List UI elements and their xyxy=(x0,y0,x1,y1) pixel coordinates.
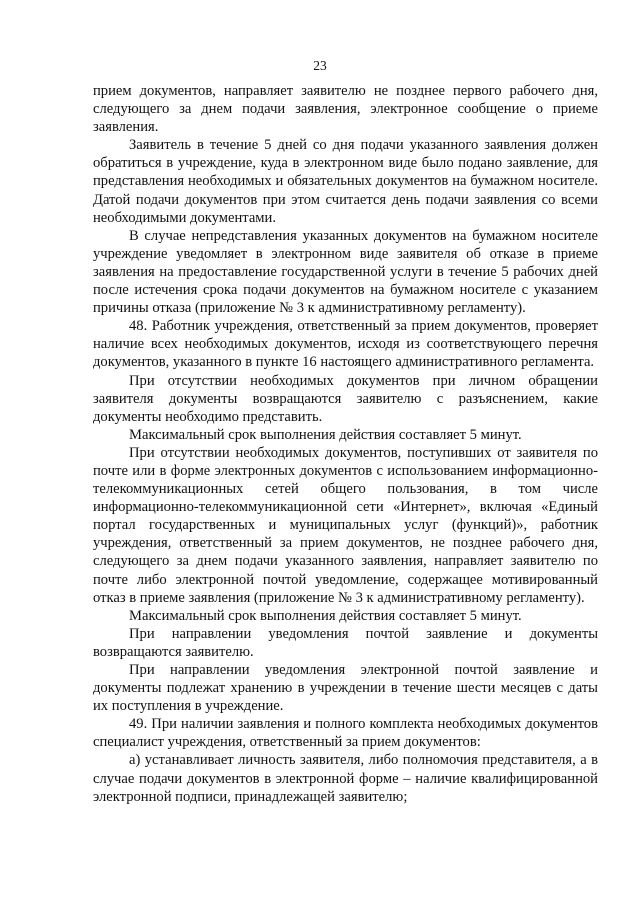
paragraph-missing-docs-mail: При отсутствии необходимых документов, поступивших от заявителя по почте или в форме электронных документов с использованием информационно-телекоммуникационных сетей общего пользования, в том числе информационно-телекоммуникационной сети «Интернет», включая «Единый портал государственных и муниципальных услуг (функций)», работник учреждения, ответственный за прием документов, не позднее рабочего дня, следующего за днем подачи указанного заявления, направляет заявителю по почте либо электронной почтой уведомление, содержащее мотивированный отказ в приеме заявления (приложение № 3 к административному регламенту). xyxy=(93,444,598,606)
paragraph-max-time-2: Максимальный срок выполнения действия составляет 5 минут. xyxy=(129,607,522,624)
document-body xyxy=(93,82,598,806)
paragraph-49: 49. При наличии заявления и полного комплекта необходимых документов специалист учреждения, ответственный за прием документов: xyxy=(93,716,598,751)
paragraph-continuation: прием документов, направляет заявителю не позднее первого рабочего дня, следующего за днем подачи заявления, электронное сообщение о приеме заявления. xyxy=(93,83,598,136)
paragraph-49-a: а) устанавливает личность заявителя, либо полномочия представителя, а в случае подачи документов в электронной форме – наличие квалифицированной электронной подписи, принадлежащей заявителю; xyxy=(93,752,598,805)
paragraph-email-storage: При направлении уведомления электронной почтой заявление и документы подлежат хранению в учреждении в течение шести месяцев с даты их поступления в учреждение. xyxy=(93,662,598,715)
page-number: 23 xyxy=(313,58,327,73)
paragraph-non-submission: В случае непредставления указанных документов на бумажном носителе учреждение уведомляет в электронном виде заявителя об отказе в приеме заявления на предоставление государственной услуги в течение 5 рабочих дней после истечения срока подачи документов на бумажном носителе с указанием причины отказа (приложение № 3 к административному регламенту). xyxy=(93,227,598,317)
paragraph-deadline-5-days: Заявитель в течение 5 дней со дня подачи указанного заявления должен обратиться в учреждение, куда в электронном виде было подано заявление, для представления необходимых и обязательных документов на бумажном носителе. Датой подачи документов при этом считается день подачи заявления со всеми необходимыми документами. xyxy=(93,137,598,226)
paragraph-max-time-1: Максимальный срок выполнения действия составляет 5 минут. xyxy=(129,426,522,443)
paragraph-missing-docs-personal: При отсутствии необходимых документов при личном обращении заявителя документы возвращаются заявителю с разъяснением, какие документы необходимо представить. xyxy=(93,372,598,425)
paragraph-48: 48. Работник учреждения, ответственный за прием документов, проверяет наличие всех необходимых документов, исходя из соответствующего перечня документов, указанного в пункте 16 настоящего административного регламента. xyxy=(93,318,598,371)
paragraph-mail-return: При направлении уведомления почтой заявление и документы возвращаются заявителю. xyxy=(93,625,598,660)
